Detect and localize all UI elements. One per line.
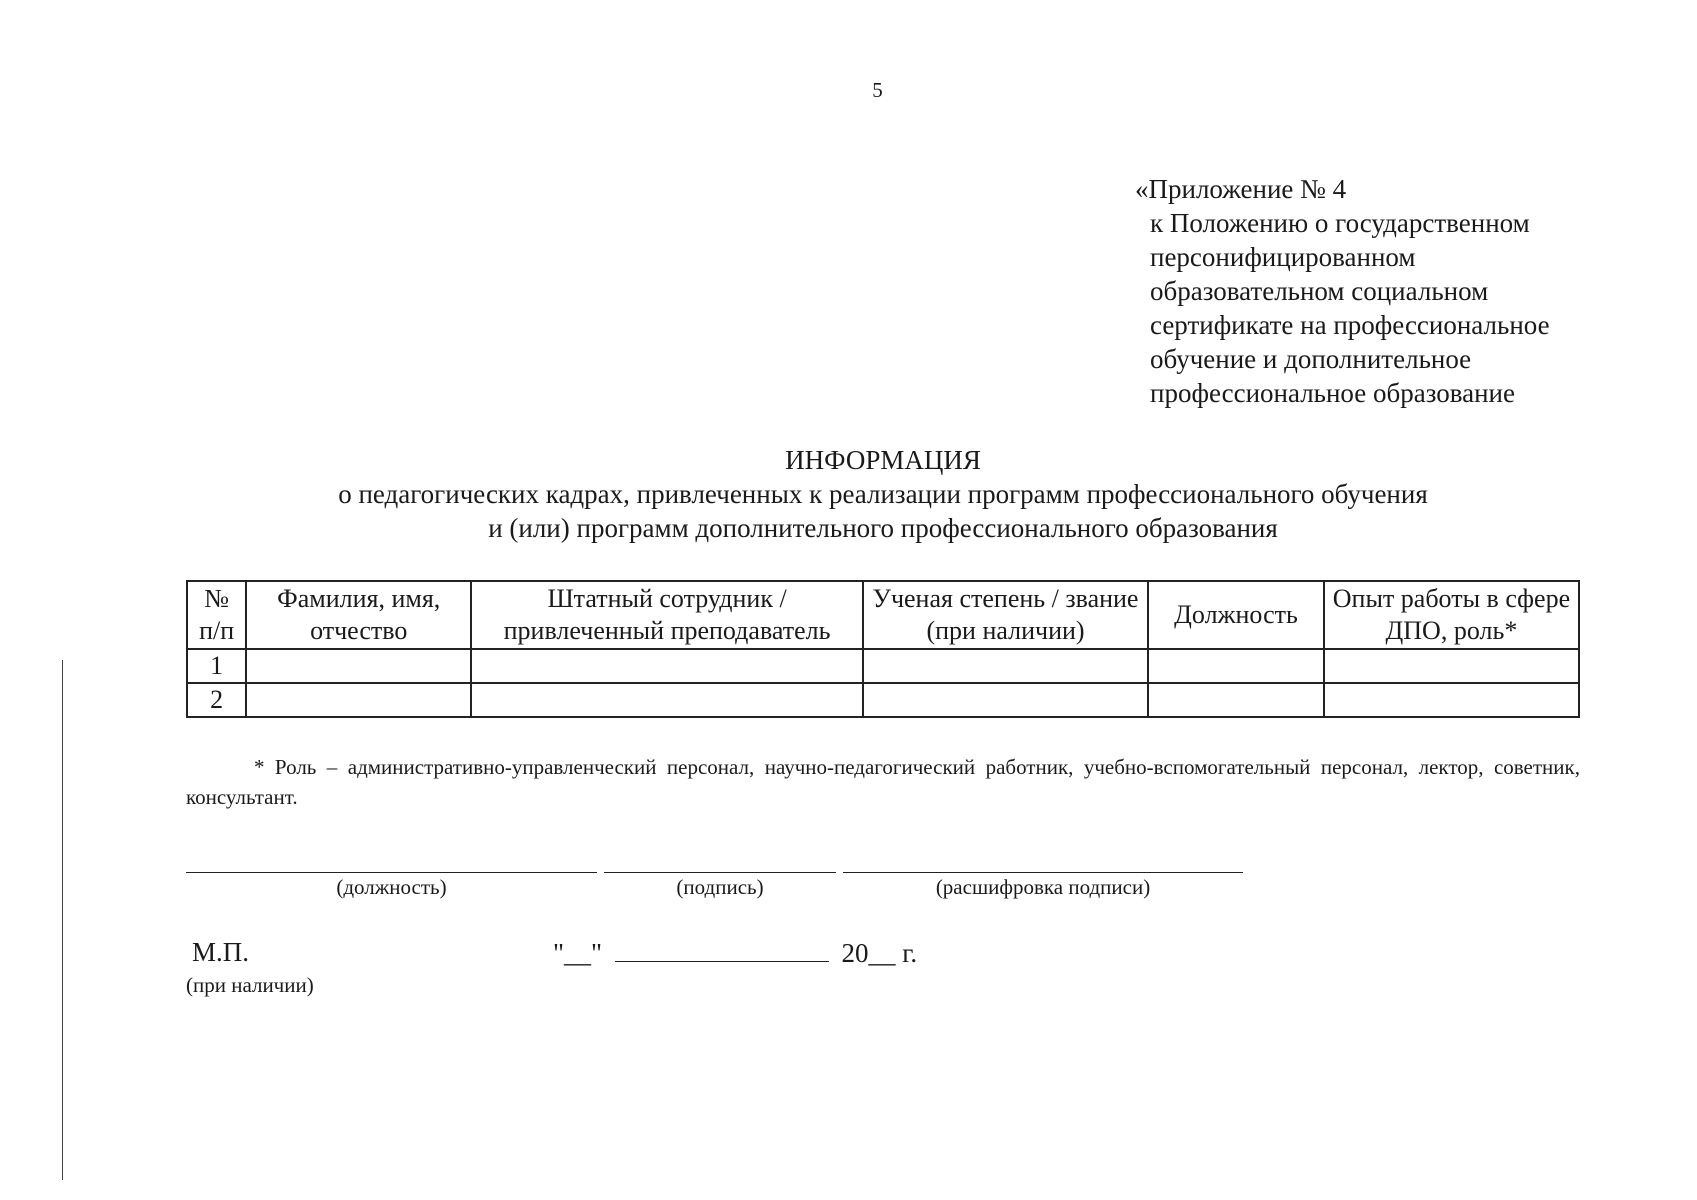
date-day: "__" xyxy=(553,938,603,968)
appendix-reference xyxy=(1135,172,1550,410)
header-number: № п/п xyxy=(187,581,246,649)
title-subtitle-line-2: и (или) программ дополнительного профессионального образования xyxy=(488,513,1278,543)
header-academic-degree: Ученая степень / звание (при наличии) xyxy=(863,581,1148,649)
table-row xyxy=(187,683,1579,717)
document-title xyxy=(186,443,1580,545)
header-position: Должность xyxy=(1148,581,1324,649)
table-cell xyxy=(1148,683,1324,717)
date-year-suffix: г. xyxy=(902,938,918,968)
title-subtitle-line-1: о педагогических кадрах, привлеченных к реализации программ профессионального обучения xyxy=(338,479,1428,509)
appendix-line: профессиональное образование xyxy=(1150,378,1515,408)
table-cell xyxy=(863,683,1148,717)
stamp-label: М.П. xyxy=(192,937,250,967)
table-cell xyxy=(1324,683,1579,717)
header-full-name: Фамилия, имя, отчество xyxy=(246,581,471,649)
header-employee-type: Штатный сотрудник / привлеченный преподаватель xyxy=(471,581,863,649)
role-footnote: * Роль – административно-управленческий персонал, научно-педагогический работник, учебно-вспомогательный персонал, лектор, советник, консультант. xyxy=(186,755,1580,809)
page-number: 5 xyxy=(872,78,883,102)
table-cell xyxy=(246,683,471,717)
table-row xyxy=(187,649,1579,683)
position-signature-line xyxy=(186,872,597,873)
header-experience-role: Опыт работы в сфере ДПО, роль* xyxy=(1324,581,1579,649)
appendix-line: обучение и дополнительное xyxy=(1150,344,1472,374)
appendix-line: персонифицированном xyxy=(1150,242,1416,272)
date-month-blank xyxy=(615,937,829,962)
signature-caption: (подпись) xyxy=(676,875,764,899)
table-cell xyxy=(1148,649,1324,683)
position-caption: (должность) xyxy=(336,875,447,899)
signature-decoding-line xyxy=(843,872,1243,873)
appendix-line: образовательном социальном xyxy=(1150,276,1489,306)
appendix-line: к Положению о государственном xyxy=(1150,208,1530,238)
stamp-note: (при наличии) xyxy=(186,973,314,997)
appendix-line: «Приложение № 4 xyxy=(1135,174,1347,204)
table-cell xyxy=(471,683,863,717)
title-main: ИНФОРМАЦИЯ xyxy=(785,445,981,475)
table-header-row xyxy=(187,581,1579,649)
left-margin-line xyxy=(62,660,63,1180)
table-cell xyxy=(1324,649,1579,683)
table-cell xyxy=(863,649,1148,683)
table-cell xyxy=(471,649,863,683)
date-year-blank: __ xyxy=(868,938,896,968)
staff-table xyxy=(186,580,1580,718)
signature-line xyxy=(604,872,836,873)
signature-decoding-caption: (расшифровка подписи) xyxy=(935,875,1151,899)
table-cell: 1 xyxy=(187,649,246,683)
appendix-line: сертификате на профессиональное xyxy=(1150,310,1550,340)
date-year-prefix: 20 xyxy=(841,938,869,968)
table-cell xyxy=(246,649,471,683)
date-line xyxy=(553,937,917,969)
table-cell: 2 xyxy=(187,683,246,717)
